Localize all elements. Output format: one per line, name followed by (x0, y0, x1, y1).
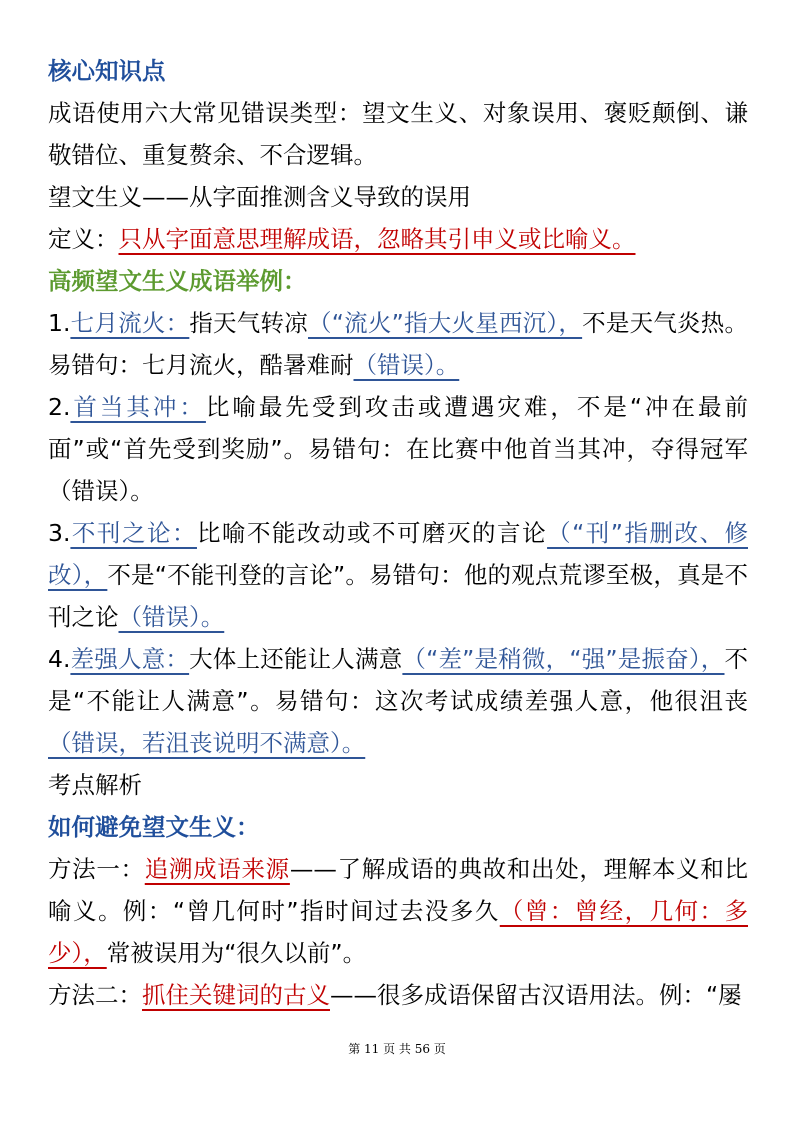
example-tail: （错误）。 (353, 351, 460, 379)
definition-label: 定义： (48, 225, 119, 253)
example-tail: （错误，若沮丧说明不满意）。 (48, 729, 366, 757)
example-number: 2. (48, 393, 71, 421)
example-meaning: 大体上还能让人满意 (189, 645, 403, 673)
definition-text: 只从字面意思理解成语，忽略其引申义或比喻义。 (118, 225, 636, 253)
example-idiom: 差强人意： (70, 645, 190, 673)
example-item (48, 638, 748, 764)
document-page (48, 50, 748, 1016)
example-idiom: 不刊之论： (70, 519, 197, 547)
example-rest: 不是天气炎热。易错句：七月流火，酷暑难耐 (48, 309, 749, 379)
example-rest: 不是“不能让人满意”。易错句：这次考试成绩差强人意，他很沮丧 (48, 645, 748, 715)
subheading: 望文生义——从字面推测含义导致的误用 (48, 183, 471, 211)
example-idiom: 首当其冲： (70, 393, 206, 421)
example-idiom: 七月流火： (70, 309, 190, 337)
core-heading: 核心知识点 (48, 57, 166, 85)
example-note: （“刊”指删改、修改）， (48, 519, 748, 589)
analysis-label: 考点解析 (48, 771, 142, 799)
method-note: （曾：曾经，几何：多少）， (48, 897, 748, 967)
example-meaning: 比喻最先受到攻击或遭遇灾难，不是“冲在最前面”或“首先受到奖励”。易错句：在比赛中他首当其冲，夺得冠军（错误）。 (48, 393, 748, 505)
page-footer: 第 11 页 共 56 页 (348, 1042, 446, 1056)
intro-paragraph: 成语使用六大常见错误类型：望文生义、对象误用、褒贬颠倒、谦敬错位、重复赘余、不合逻辑。 (48, 99, 748, 169)
method-text: ——了解成语的典故和出处，理解本义和比喻义。例：“曾几何时”指时间过去没多久 (48, 855, 749, 925)
example-rest: 不是“不能刊登的言论”。易错句：他的观点荒谬至极，真是不刊之论 (48, 561, 748, 631)
example-note: （“差”是稍微，“强”是振奋）， (402, 645, 725, 673)
method-key: 追溯成语来源 (144, 855, 290, 883)
definition (48, 218, 748, 260)
method-two (48, 974, 748, 1016)
method-text: ——很多成语保留古汉语用法。例：“屡 (330, 981, 742, 1009)
examples-heading: 高频望文生义成语举例： (48, 267, 307, 295)
method-label: 方法二： (48, 981, 142, 1009)
example-number: 1. (48, 309, 71, 337)
method-label: 方法一： (48, 855, 145, 883)
example-note: （“流火”指大火星西沉）， (308, 309, 583, 337)
example-meaning: 比喻不能改动或不可磨灭的言论 (196, 519, 548, 547)
method-one (48, 848, 748, 974)
analysis-heading: 如何避免望文生义： (48, 813, 260, 841)
example-number: 4. (48, 645, 71, 673)
example-meaning: 指天气转凉 (189, 309, 308, 337)
example-item (48, 302, 748, 386)
example-number: 3. (48, 519, 71, 547)
method-key: 抓住关键词的古义 (142, 981, 330, 1009)
method-rest: 常被误用为“很久以前”。 (106, 939, 367, 967)
example-item (48, 386, 748, 512)
example-item (48, 512, 748, 638)
example-tail: （错误）。 (118, 603, 225, 631)
